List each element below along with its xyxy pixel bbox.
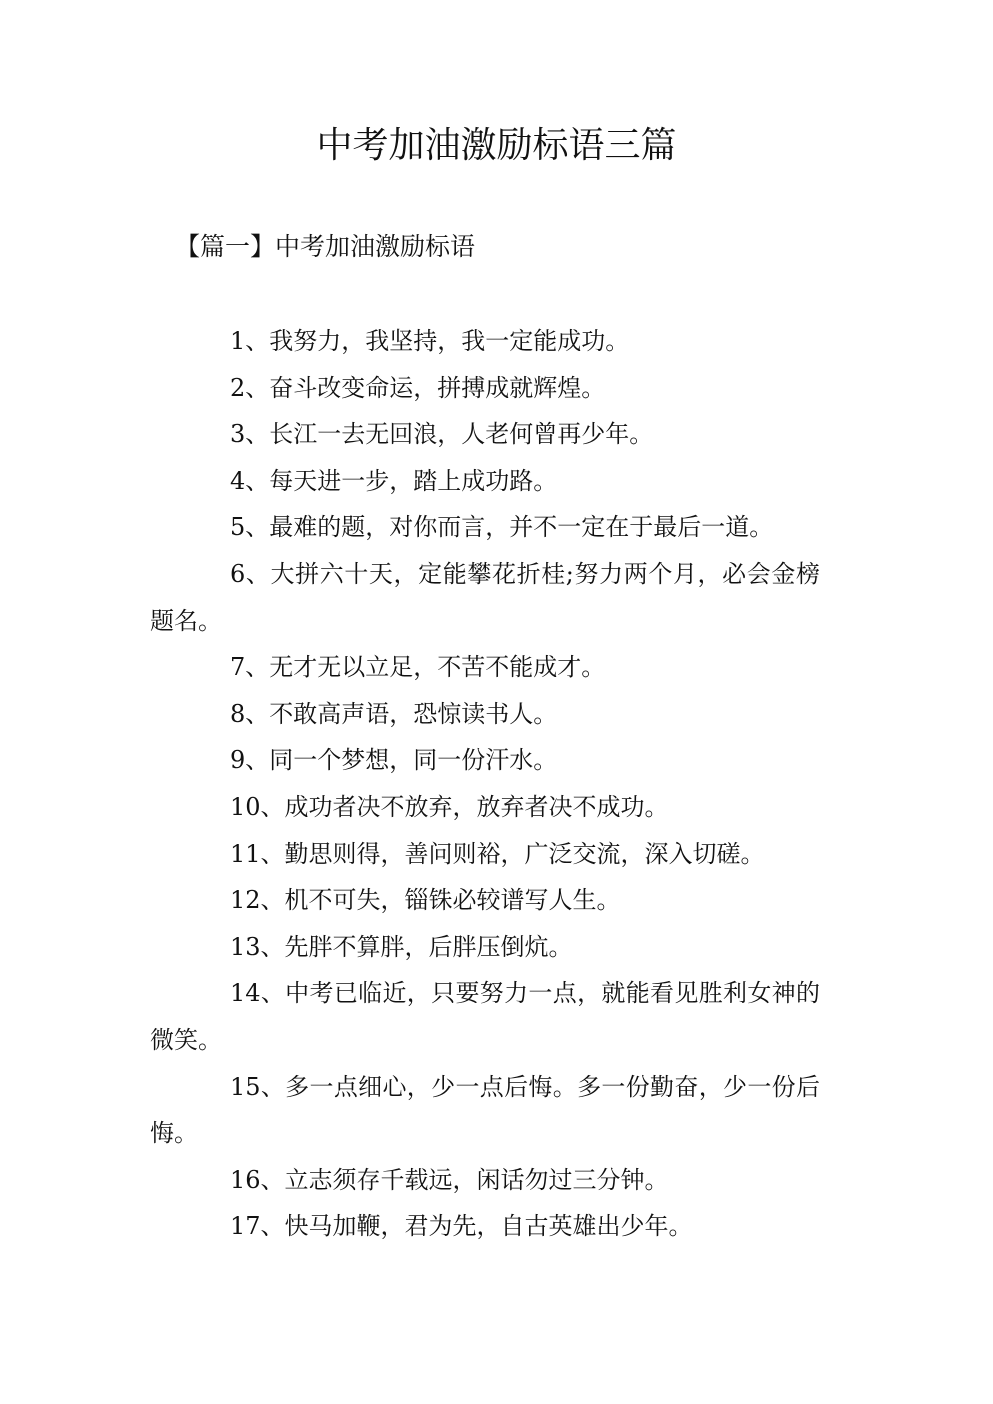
list-item: 6、大拼六十天，定能攀花折桂;努力两个月，必会金榜题名。 (150, 559, 820, 635)
slogan-list (150, 318, 820, 1250)
list-item: 11、勤思则得，善问则裕，广泛交流，深入切磋。 (230, 839, 765, 868)
list-item: 9、同一个梦想，同一份汗水。 (230, 746, 558, 775)
list-item: 13、先胖不算胖，后胖压倒炕。 (230, 932, 573, 961)
list-item: 14、中考已临近，只要努力一点，就能看见胜利女神的微笑。 (150, 979, 820, 1054)
section-heading: 【篇一】中考加油激励标语 (175, 232, 476, 261)
list-item: 3、长江一去无回浪，人老何曾再少年。 (230, 420, 654, 449)
list-item: 10、成功者决不放弃，放弃者决不成功。 (230, 792, 669, 821)
list-item: 5、最难的题，对你而言，并不一定在于最后一道。 (230, 513, 774, 542)
list-item: 8、不敢高声语，恐惊读书人。 (230, 699, 558, 728)
list-item: 16、立志须存千载远，闲话勿过三分钟。 (230, 1165, 669, 1194)
list-item: 15、多一点细心，少一点后悔。多一份勤奋，少一份后悔。 (150, 1072, 820, 1148)
list-item: 12、机不可失，锱铢必较谱写人生。 (230, 886, 621, 915)
list-item: 7、无才无以立足，不苦不能成才。 (230, 653, 606, 682)
list-item: 4、每天进一步，踏上成功路。 (230, 466, 558, 495)
document-title: 中考加油激励标语三篇 (316, 125, 677, 166)
list-item: 17、快马加鞭，君为先，自古英雄出少年。 (230, 1212, 693, 1241)
list-item: 1、我努力，我坚持，我一定能成功。 (230, 327, 630, 355)
list-item: 2、奋斗改变命运，拼搏成就辉煌。 (230, 373, 606, 402)
